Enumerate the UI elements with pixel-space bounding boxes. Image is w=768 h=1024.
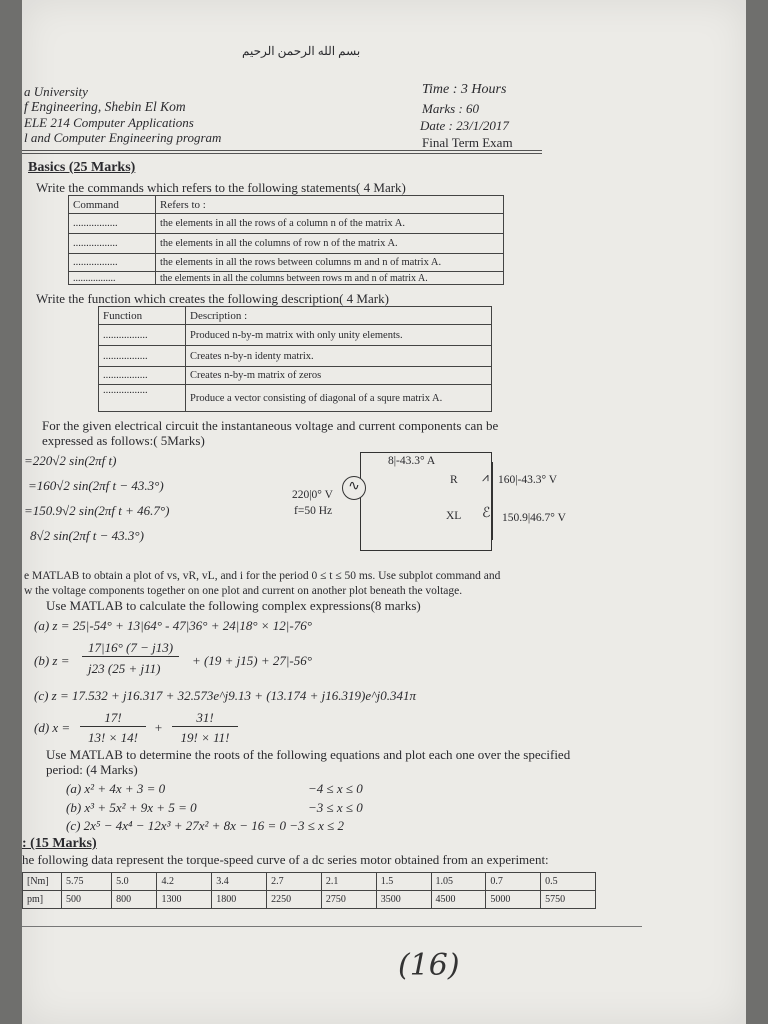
table-cell: 3.4: [212, 873, 267, 891]
table-row: [23, 873, 596, 891]
table-cell: 0.7: [486, 873, 541, 891]
table-header-row: [69, 196, 504, 214]
table-row: [69, 254, 504, 272]
table-cell: .................: [69, 272, 156, 285]
table-cell: the elements in all the rows between columns m and n of matrix A.: [156, 254, 504, 272]
section-basics-title: Basics (25 Marks): [28, 160, 136, 175]
table-header-cell: Command: [69, 196, 156, 214]
header-rule: [22, 150, 542, 151]
question-matlab-plot-line1: e MATLAB to obtain a plot of vs, vR, vL, and i for the period 0 ≤ t ≤ 50 ms. Use subplot command and: [24, 570, 501, 582]
factorial-numerator-2: 31!: [172, 710, 238, 727]
circuit-frequency-label: f=50 Hz: [294, 505, 333, 517]
question-roots-line1: Use MATLAB to determine the roots of the following equations and plot each one over the specified: [46, 747, 571, 762]
voltage-arrow-line: [492, 462, 493, 540]
complex-expression-c: (c) z = 17.532 + j16.317 + 32.573e^j9.13 + (13.174 + j16.319)e^j0.341π: [34, 688, 416, 703]
equation-vr: =160√2 sin(2πf t − 43.3°): [28, 478, 164, 493]
equation-i: 8√2 sin(2πf t − 43.3°): [30, 528, 144, 543]
table-cell: .................: [69, 234, 156, 254]
equation-vl: =150.9√2 sin(2πf t + 46.7°): [24, 503, 170, 518]
basmala: بسم الله الرحمن الرحيم: [242, 44, 361, 58]
ac-source-icon: ∿: [342, 476, 366, 500]
handwritten-page-number: (16): [398, 948, 460, 983]
question-commands: Write the commands which refers to the following statements( 4 Mark): [36, 180, 406, 195]
exam-time: Time : 3 Hours: [422, 82, 507, 97]
complex-expression-b-denominator: j23 (25 + j11): [88, 661, 161, 676]
equation-vs: =220√2 sin(2πf t): [24, 453, 117, 468]
table-cell: the elements in all the columns of row n of the matrix A.: [156, 234, 504, 254]
table-cell: .................: [99, 367, 186, 385]
table-cell: Creates n-by-m matrix of zeros: [186, 367, 492, 385]
university-name: a University: [24, 84, 88, 99]
circuit-current-label: 8|-43.3° A: [388, 455, 436, 467]
complex-expression-b-rest: + (19 + j15) + 27|-56°: [192, 653, 312, 668]
table-cell: .................: [99, 385, 186, 412]
footer-rule: [22, 926, 642, 927]
table-cell: Produced n-by-m matrix with only unity elements.: [186, 325, 492, 346]
table-cell: the elements in all the rows of a column n of the matrix A.: [156, 214, 504, 234]
table-cell: 2.7: [267, 873, 322, 891]
table-row: [23, 891, 596, 909]
table-cell: 2.1: [321, 873, 376, 891]
root-equation-c: (c) 2x⁵ − 4x⁴ − 12x³ + 27x² + 8x − 16 = 0 −3 ≤ x ≤ 2: [66, 818, 345, 833]
table-row: [99, 346, 492, 367]
question-functions: Write the function which creates the following description( 4 Mark): [36, 291, 389, 306]
exam-type: Final Term Exam: [422, 135, 513, 150]
question-roots-line2: period: (4 Marks): [46, 762, 138, 777]
table-cell: 1.5: [376, 873, 431, 891]
question-matlab-plot-line2: w the voltage components together on one plot and current on another plot beneath the voltage.: [24, 585, 463, 597]
table-cell: Creates n-by-n identy matrix.: [186, 346, 492, 367]
table-row: [99, 325, 492, 346]
program-name: l and Computer Engineering program: [24, 130, 222, 145]
table-cell: 500: [62, 891, 112, 909]
complex-expression-a: (a) z = 25|-54° + 13|64° - 47|36° + 24|18° × 12|-76°: [34, 618, 312, 633]
table-header-cell: Description :: [186, 307, 492, 325]
factorial-numerator-1: 17!: [80, 710, 146, 727]
table-cell: 0.5: [541, 873, 596, 891]
table-header-row: [99, 307, 492, 325]
table-cell: .................: [69, 254, 156, 272]
table-header-cell: Function: [99, 307, 186, 325]
table-row: [69, 234, 504, 254]
question-complex: Use MATLAB to calculate the following complex expressions(8 marks): [46, 598, 421, 613]
root-equation-b: (b) x³ + 5x² + 9x + 5 = 0: [66, 800, 197, 815]
root-equation-a: (a) x² + 4x + 3 = 0: [66, 781, 166, 796]
circuit-vl-label: 150.9|46.7° V: [502, 512, 566, 524]
table-row: [69, 214, 504, 234]
section-2-title: : (15 Marks): [22, 836, 97, 851]
table-cell: the elements in all the columns between rows m and n of matrix A.: [156, 272, 504, 285]
circuit-vr-label: 160|-43.3° V: [498, 474, 558, 486]
table-row: [69, 272, 504, 285]
table-cell: 2750: [321, 891, 376, 909]
course-name: ELE 214 Computer Applications: [24, 115, 194, 130]
question-torque-speed: he following data represent the torque-speed curve of a dc series motor obtained from an experiment:: [22, 852, 549, 867]
exam-marks: Marks : 60: [422, 101, 480, 116]
exam-date: Date : 23/1/2017: [420, 118, 509, 133]
exam-sheet: [22, 0, 746, 1024]
table-cell: 800: [112, 891, 157, 909]
table-cell: 4.2: [157, 873, 212, 891]
table-cell: [Nm]: [23, 873, 62, 891]
table-cell: 3500: [376, 891, 431, 909]
torque-speed-table: [22, 872, 596, 909]
table-cell: .................: [99, 346, 186, 367]
inductor-icon: ℰ: [482, 506, 491, 521]
table-cell: .................: [99, 325, 186, 346]
faculty-name: f Engineering, Shebin El Kom: [24, 99, 186, 114]
table-cell: 5750: [541, 891, 596, 909]
table-row: [99, 385, 492, 412]
factorial-denominator-1: 13! × 14!: [88, 730, 138, 745]
circuit-inductor-label: XL: [446, 510, 462, 522]
table-cell: 1800: [212, 891, 267, 909]
table-cell: pm]: [23, 891, 62, 909]
factorial-plus: +: [154, 720, 163, 735]
table-cell: 5000: [486, 891, 541, 909]
circuit-source-label: 220|0° V: [292, 489, 333, 501]
question-circuit-line2: expressed as follows:( 5Marks): [42, 433, 205, 448]
complex-expression-d-label: (d) x =: [34, 720, 71, 735]
complex-expression-b-numerator: 17|16° (7 − j13): [82, 640, 179, 657]
table-row: [99, 367, 492, 385]
question-circuit-line1: For the given electrical circuit the instantaneous voltage and current components can be: [42, 418, 499, 433]
functions-table: [98, 306, 492, 412]
resistor-icon: ⩘: [482, 470, 489, 484]
table-cell: .................: [69, 214, 156, 234]
table-cell: 2250: [267, 891, 322, 909]
table-header-cell: Refers to :: [156, 196, 504, 214]
table-cell: 4500: [431, 891, 486, 909]
root-range-b: −3 ≤ x ≤ 0: [308, 800, 363, 815]
table-cell: Produce a vector consisting of diagonal of a squre matrix A.: [186, 385, 492, 412]
root-range-a: −4 ≤ x ≤ 0: [308, 781, 363, 796]
table-cell: 1300: [157, 891, 212, 909]
header-rule-2: [22, 153, 542, 154]
table-cell: 5.75: [62, 873, 112, 891]
commands-table: [68, 195, 504, 285]
circuit-resistor-label: R: [450, 474, 458, 486]
factorial-denominator-2: 19! × 11!: [180, 730, 230, 745]
complex-expression-b-label: (b) z =: [34, 653, 70, 668]
table-cell: 1.05: [431, 873, 486, 891]
table-cell: 5.0: [112, 873, 157, 891]
